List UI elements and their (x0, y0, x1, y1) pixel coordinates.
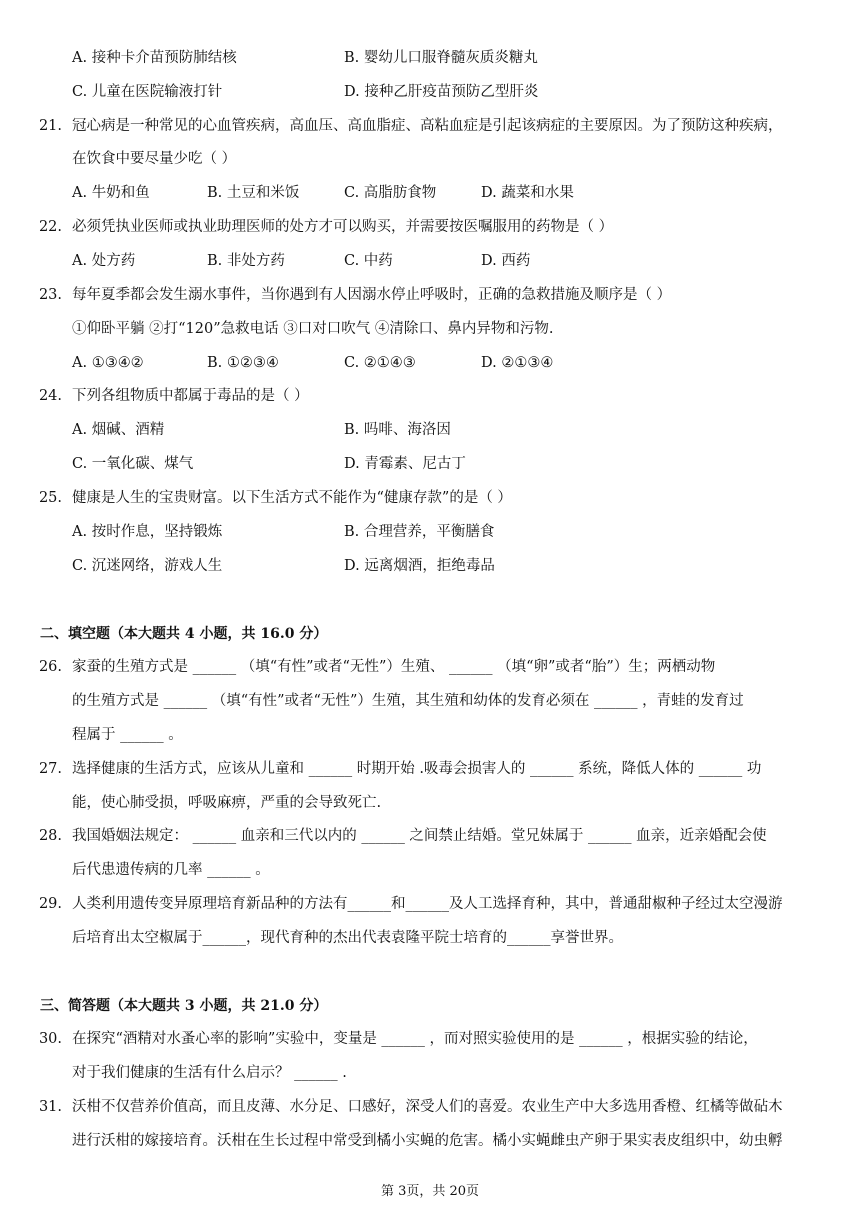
q20-option-c: C. 儿童在医院输液打针 (72, 84, 223, 100)
q23-option-c: C. ②①④③ (344, 355, 416, 371)
question-number: 23. (38, 287, 62, 303)
question-number: 31. (38, 1099, 62, 1115)
page-footer: 第 3页，共 20页 (380, 1184, 480, 1199)
q20-option-b: B. 婴幼儿口服脊髓灰质炎糖丸 (344, 50, 538, 66)
question-number: 26. (38, 659, 62, 675)
q25-option-d: D. 远离烟酒，拒绝毒品 (344, 558, 495, 574)
question-text: 在饮食中要尽量少吃（ ） (72, 151, 237, 167)
question-number: 27. (38, 761, 62, 777)
question-text: 对于我们健康的生活有什么启示？ ______ . (72, 1065, 347, 1081)
question-text: 进行沃柑的嫁接培育。沃柑在生长过程中常受到橘小实蝇的危害。橘小实蝇雌虫产卵于果实表皮组织中，幼虫孵 (72, 1133, 783, 1149)
question-text: 每年夏季都会发生溺水事件，当你遇到有人因溺水停止呼吸时，正确的急救措施及顺序是（ ） (72, 287, 672, 303)
section-heading-fill-in: 二、填空题（本大题共 4 小题，共 16.0 分） (40, 626, 328, 642)
q24-option-a: A. 烟碱、酒精 (72, 422, 165, 438)
question-text: 我国婚姻法规定： ______ 血亲和三代以内的 ______ 之间禁止结婚。堂兄妹属于 ______ 血亲，近亲婚配会使 (72, 828, 767, 844)
question-number: 24. (38, 388, 62, 404)
question-text: 人类利用遗传变异原理培育新品种的方法有______和______及人工选择育种，其中，普通甜椒种子经过太空漫游 (72, 896, 783, 912)
question-text: 选择健康的生活方式，应该从儿童和 ______ 时期开始 .吸毒会损害人的 ______ 系统，降低人体的 ______ 功 (72, 761, 762, 777)
q24-option-d: D. 青霉素、尼古丁 (344, 456, 466, 472)
q23-option-a: A. ①③④② (72, 355, 144, 371)
question-text: 沃柑不仅营养价值高，而且皮薄、水分足、口感好，深受人们的喜爱。农业生产中大多选用香橙、红橘等做砧木 (72, 1099, 783, 1115)
question-number: 21. (38, 118, 62, 134)
q21-option-b: B. 土豆和米饭 (207, 185, 300, 201)
question-number: 28. (38, 828, 62, 844)
section-heading-short-answer: 三、简答题（本大题共 3 小题，共 21.0 分） (40, 998, 328, 1014)
question-text: 冠心病是一种常见的心血管疾病，高血压、高血脂症、高粘血症是引起该病症的主要原因。为了预防这种疾病， (72, 118, 783, 134)
q25-option-a: A. 按时作息，坚持锻炼 (72, 524, 223, 540)
question-text: 后代患遗传病的几率 ______ 。 (72, 862, 270, 878)
q25-option-c: C. 沉迷网络，游戏人生 (72, 558, 223, 574)
question-number: 25. (38, 490, 62, 506)
q23-option-b: B. ①②③④ (207, 355, 279, 371)
q22-option-c: C. 中药 (344, 253, 393, 269)
q24-option-b: B. 吗啡、海洛因 (344, 422, 451, 438)
q22-option-d: D. 西药 (481, 253, 531, 269)
q20-option-d: D. 接种乙肝疫苗预防乙型肝炎 (344, 84, 539, 100)
q22-option-a: A. 处方药 (72, 253, 136, 269)
question-text: 能，使心肺受损，呼吸麻痹，严重的会导致死亡. (72, 795, 382, 811)
q25-option-b: B. 合理营养，平衡膳食 (344, 524, 495, 540)
q23-option-d: D. ②①③④ (481, 355, 554, 371)
q20-option-a: A. 接种卡介苗预防肺结核 (72, 50, 237, 66)
q21-option-c: C. 高脂肪食物 (344, 185, 437, 201)
question-text: 在探究“酒精对水蚤心率的影响”实验中，变量是 ______ ，而对照实验使用的是 ______ ，根据实验的结论， (72, 1031, 758, 1047)
q21-option-d: D. 蔬菜和水果 (481, 185, 574, 201)
question-text: ①仰卧平躺 ②打“120”急救电话 ③口对口吹气 ④清除口、鼻内异物和污物. (72, 321, 554, 337)
q21-option-a: A. 牛奶和鱼 (72, 185, 150, 201)
question-text: 必须凭执业医师或执业助理医师的处方才可以购买，并需要按医嘱服用的药物是（ ） (72, 219, 614, 235)
question-text: 程属于 ______ 。 (72, 727, 183, 743)
q22-option-b: B. 非处方药 (207, 253, 285, 269)
question-number: 29. (38, 896, 62, 912)
question-number: 22. (38, 219, 62, 235)
question-text: 下列各组物质中都属于毒品的是（ ） (72, 388, 309, 404)
question-text: 家蚕的生殖方式是 ______ （填“有性”或者“无性”）生殖、 ______ （填“卵”或者“胎”）生；两栖动物 (72, 659, 716, 675)
question-text: 的生殖方式是 ______ （填“有性”或者“无性”）生殖，其生殖和幼体的发育必须在 ______ ，青蛙的发育过 (72, 693, 744, 709)
question-text: 健康是人生的宝贵财富。以下生活方式不能作为“健康存款”的是（ ） (72, 490, 512, 506)
question-number: 30. (38, 1031, 62, 1047)
question-text: 后培育出太空椒属于______，现代育种的杰出代表袁隆平院士培育的______享誉世界。 (72, 930, 623, 946)
q24-option-c: C. 一氧化碳、煤气 (72, 456, 194, 472)
